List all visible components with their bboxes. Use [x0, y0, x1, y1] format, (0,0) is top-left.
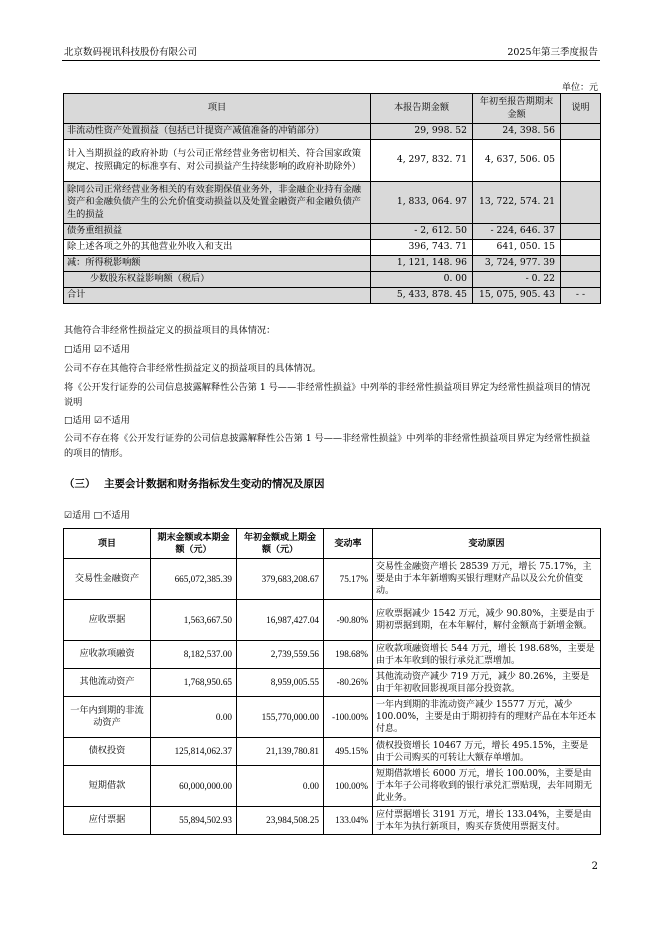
table-row: [64, 240, 601, 256]
row-current: - 2, 612. 50: [371, 224, 473, 240]
row-begin: 23,984,508.25: [237, 807, 324, 835]
row-rate: 198.68%: [324, 641, 373, 669]
row-begin: 16,987,427.04: [237, 600, 324, 641]
row-note: [561, 240, 601, 256]
row-item: 一年内到期的非流动资产: [64, 697, 151, 738]
row-current: 1, 121, 148. 96: [371, 256, 473, 272]
table-row: [64, 224, 601, 240]
column-header-rate: 变动率: [324, 529, 373, 559]
row-ytd: 641, 050. 15: [473, 240, 561, 256]
row-ytd: - 224, 646. 37: [473, 224, 561, 240]
section-heading: [64, 476, 325, 491]
column-header-current: 本报告期金额: [371, 94, 473, 124]
nonrecurring-gains-table: [63, 93, 601, 304]
row-item: 合计: [64, 288, 371, 304]
row-begin: 155,770,000.00: [237, 697, 324, 738]
row-ytd: 24, 398. 56: [473, 124, 561, 140]
paragraph-reclassification: 将《公开发行证券的公司信息披露解释性公告第 1 号——非经常性损益》中列举的非经常性损益项目界定为经常性损益项目的情况说明: [64, 382, 591, 408]
row-begin: 379,683,208.67: [237, 559, 324, 600]
table-header-row: [64, 94, 601, 124]
row-note: [561, 182, 601, 224]
row-item: 应付票据: [64, 807, 151, 835]
row-rate: -100.00%: [324, 697, 373, 738]
row-item: 短期借款: [64, 766, 151, 807]
row-current: 0. 00: [371, 272, 473, 288]
row-reason: 短期借款增长 6000 万元，增长 100.00%，主要是由于本年子公司将收到的银行承兑汇票贴现，去年同期无此业务。: [373, 766, 601, 807]
row-current: 396, 743. 71: [371, 240, 473, 256]
checkbox-not-applicable-2: □适用 ☑不适用: [64, 415, 130, 426]
checkbox-applicable: ☑适用 □不适用: [64, 510, 130, 521]
table-row: [64, 256, 601, 272]
row-rate: -90.80%: [324, 600, 373, 641]
row-end: 665,072,385.39: [151, 559, 237, 600]
paragraph-no-other-items: 公司不存在其他符合非经常性损益定义的损益项目的具体情况。: [64, 363, 322, 374]
section-number: （三）: [64, 478, 96, 490]
row-begin: 0.00: [237, 766, 324, 807]
table-header-row: [64, 529, 601, 559]
row-note: - -: [561, 288, 601, 304]
header-company: 北京数码视讯科技股份有限公司: [64, 47, 198, 58]
table-row: [64, 124, 601, 140]
column-header-end: 期末金额或本期金额（元）: [151, 529, 237, 559]
row-reason: 应收款项融资增长 544 万元，增长 198.68%，主要是由于本年收到的银行承兑汇票增加。: [373, 641, 601, 669]
row-ytd: 4, 637, 506. 05: [473, 140, 561, 182]
row-end: 60,000,000.00: [151, 766, 237, 807]
row-note: [561, 256, 601, 272]
row-reason: 应收票据减少 1542 万元，减少 90.80%，主要是由于期初票据到期，在本年解付，解付金额高于新增金额。: [373, 600, 601, 641]
row-current: 1, 833, 064. 97: [371, 182, 473, 224]
table-row: [64, 272, 601, 288]
table-row: [64, 766, 601, 807]
table-row: [64, 641, 601, 669]
row-rate: 133.04%: [324, 807, 373, 835]
row-end: 55,894,502.93: [151, 807, 237, 835]
row-reason: 债权投资增长 10467 万元，增长 495.15%，主要是由于公司购买的可转让大额存单增加。: [373, 738, 601, 766]
row-note: [561, 272, 601, 288]
table-row-total: [64, 288, 601, 304]
row-reason: 其他流动资产减少 719 万元，减少 80.26%，主要是由于年初收回影视项目部分投资款。: [373, 669, 601, 697]
row-item: 非流动性资产处置损益（包括已计提资产减值准备的冲销部分）: [64, 124, 371, 140]
paragraph-no-reclassification: 公司不存在将《公开发行证券的公司信息披露解释性公告第 1 号——非经常性损益》中列举的非经常性损益项目界定为经常性损益的项目的情形。: [64, 433, 591, 459]
row-item: 少数股东权益影响额（税后）: [64, 272, 371, 288]
row-reason: 应付票据增长 3191 万元，增长 133.04%，主要是由于本年为执行新项目，购买存货使用票据支付。: [373, 807, 601, 835]
row-end: 8,182,537.00: [151, 641, 237, 669]
row-item: 除上述各项之外的其他营业外收入和支出: [64, 240, 371, 256]
row-item: 除同公司正常经营业务相关的有效套期保值业务外，非金融企业持有金融资产和金融负债产生的公允价值变动损益以及处置金融资产和金融负债产生的损益: [64, 182, 371, 224]
row-note: [561, 224, 601, 240]
column-header-reason: 变动原因: [373, 529, 601, 559]
row-item: 交易性金融资产: [64, 559, 151, 600]
row-note: [561, 140, 601, 182]
row-reason: 交易性金融资产增长 28539 万元，增长 75.17%，主要是由于本年新增购买银行理财产品以及公允价值变动。: [373, 559, 601, 600]
row-begin: 21,139,780.81: [237, 738, 324, 766]
column-header-ytd: 年初至报告期期末金额: [473, 94, 561, 124]
row-ytd: - 0. 22: [473, 272, 561, 288]
page-number: 2: [591, 861, 598, 872]
column-header-item: 项目: [64, 94, 371, 124]
column-header-begin: 年初金额或上期金额（元）: [237, 529, 324, 559]
header-report-title: 2025年第三季度报告: [507, 47, 598, 58]
table-row: [64, 140, 601, 182]
table-row: [64, 738, 601, 766]
row-rate: 495.15%: [324, 738, 373, 766]
unit-label: 单位：元: [561, 83, 598, 93]
header-rule: [62, 60, 600, 61]
row-current: 5, 433, 878. 45: [371, 288, 473, 304]
row-rate: -80.26%: [324, 669, 373, 697]
row-item: 债权投资: [64, 738, 151, 766]
table-row: [64, 600, 601, 641]
table-row: [64, 559, 601, 600]
column-header-item: 项目: [64, 529, 151, 559]
row-note: [561, 124, 601, 140]
row-end: 1,768,950.65: [151, 669, 237, 697]
row-begin: 2,739,559.56: [237, 641, 324, 669]
row-rate: 100.00%: [324, 766, 373, 807]
table-row: [64, 669, 601, 697]
row-end: 0.00: [151, 697, 237, 738]
section-title: 主要会计数据和财务指标发生变动的情况及原因: [104, 478, 325, 490]
row-ytd: 13, 722, 574. 21: [473, 182, 561, 224]
row-item: 应收票据: [64, 600, 151, 641]
financial-changes-table: [63, 528, 601, 835]
row-ytd: 3, 724, 977. 39: [473, 256, 561, 272]
column-header-note: 说明: [561, 94, 601, 124]
row-item: 其他流动资产: [64, 669, 151, 697]
row-item: 计入当期损益的政府补助（与公司正常经营业务密切相关、符合国家政策规定、按照确定的标准享有、对公司损益产生持续影响的政府补助除外）: [64, 140, 371, 182]
row-current: 4, 297, 832. 71: [371, 140, 473, 182]
table-row: [64, 182, 601, 224]
row-begin: 8,959,005.55: [237, 669, 324, 697]
row-rate: 75.17%: [324, 559, 373, 600]
row-current: 29, 998. 52: [371, 124, 473, 140]
table-row: [64, 697, 601, 738]
row-item: 减：所得税影响额: [64, 256, 371, 272]
table-row: [64, 807, 601, 835]
row-ytd: 15, 075, 905. 43: [473, 288, 561, 304]
row-end: 125,814,062.37: [151, 738, 237, 766]
paragraph-other-items: 其他符合非经常性损益定义的损益项目的具体情况：: [64, 325, 276, 336]
row-item: 应收款项融资: [64, 641, 151, 669]
row-item: 债务重组损益: [64, 224, 371, 240]
row-reason: 一年内到期的非流动资产减少 15577 万元，减少 100.00%，主要是由于期初持有的理财产品在本年还本付息。: [373, 697, 601, 738]
row-end: 1,563,667.50: [151, 600, 237, 641]
checkbox-not-applicable-1: □适用 ☑不适用: [64, 344, 130, 355]
